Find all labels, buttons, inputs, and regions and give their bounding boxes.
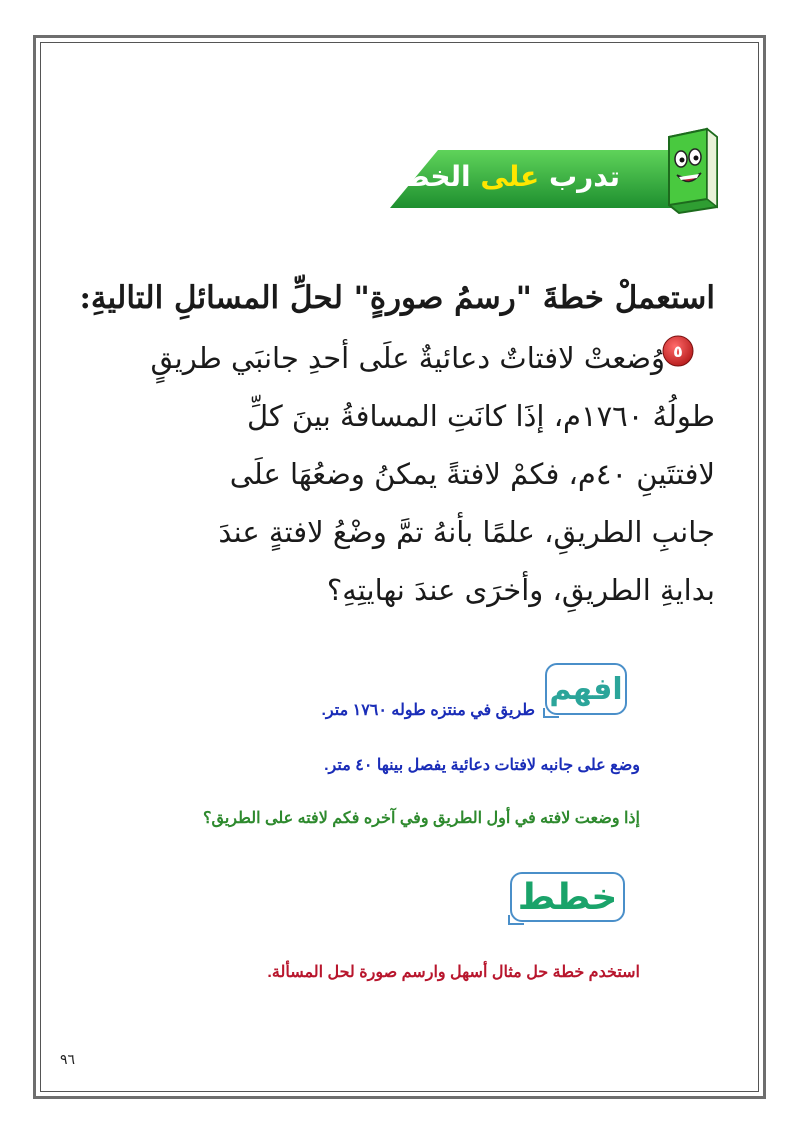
problem-heading: استعملْ خطةَ "رسمُ صورةٍ" لحلِّ المسائلِ التاليةِ:: [79, 280, 715, 316]
plan-label: [510, 872, 625, 922]
plan-line-1: استخدم خطة حل مثال أسهل وارسم صورة لحل المسألة.: [267, 964, 640, 981]
banner-word-1: تدرب: [549, 160, 620, 193]
problem-number-badge: [662, 335, 694, 367]
banner-word-3: الخطة:: [374, 160, 471, 193]
problem-line-3: لافتتَينِ ٤٠م، فكمْ لافتةً يمكنُ وضعُهَا علَى: [229, 457, 715, 491]
problem-line-5: بدايةِ الطريقِ، وأخرَى عندَ نهايتِهِ؟: [326, 573, 715, 607]
problem-line-2: طولُهُ ١٧٦٠م، إذَا كانَتِ المسافةُ بينَ كلِّ: [246, 399, 715, 433]
understand-line-1: طريق في منتزه طوله ١٧٦٠ متر.: [321, 702, 535, 719]
plan-label-text: خطط: [517, 876, 618, 918]
section-banner: [374, 150, 690, 208]
understand-line-3: إذا وضعت لافته في أول الطريق وفي آخره فكم لافته على الطريق؟: [203, 810, 640, 827]
understand-label-text: افهم: [549, 671, 623, 707]
banner-word-2: على: [480, 160, 540, 193]
book-mascot-icon: [655, 125, 730, 215]
understand-label: [545, 663, 627, 715]
problem-line-4: جانبِ الطريقِ، علمًا بأنهُ تمَّ وضْعُ لافتةٍ عندَ: [218, 515, 715, 549]
problem-line-1: وُضعتْ لافتاتٌ دعائيةٌ علَى أحدِ جانبَي طريقٍ: [150, 341, 665, 375]
problem-number: ٥: [673, 342, 683, 361]
understand-line-2: وضع على جانبه لافتات دعائية يفصل بينها ٤٠ متر.: [324, 757, 640, 774]
banner-title: [375, 160, 620, 193]
page-number: ٩٦: [60, 1052, 76, 1068]
